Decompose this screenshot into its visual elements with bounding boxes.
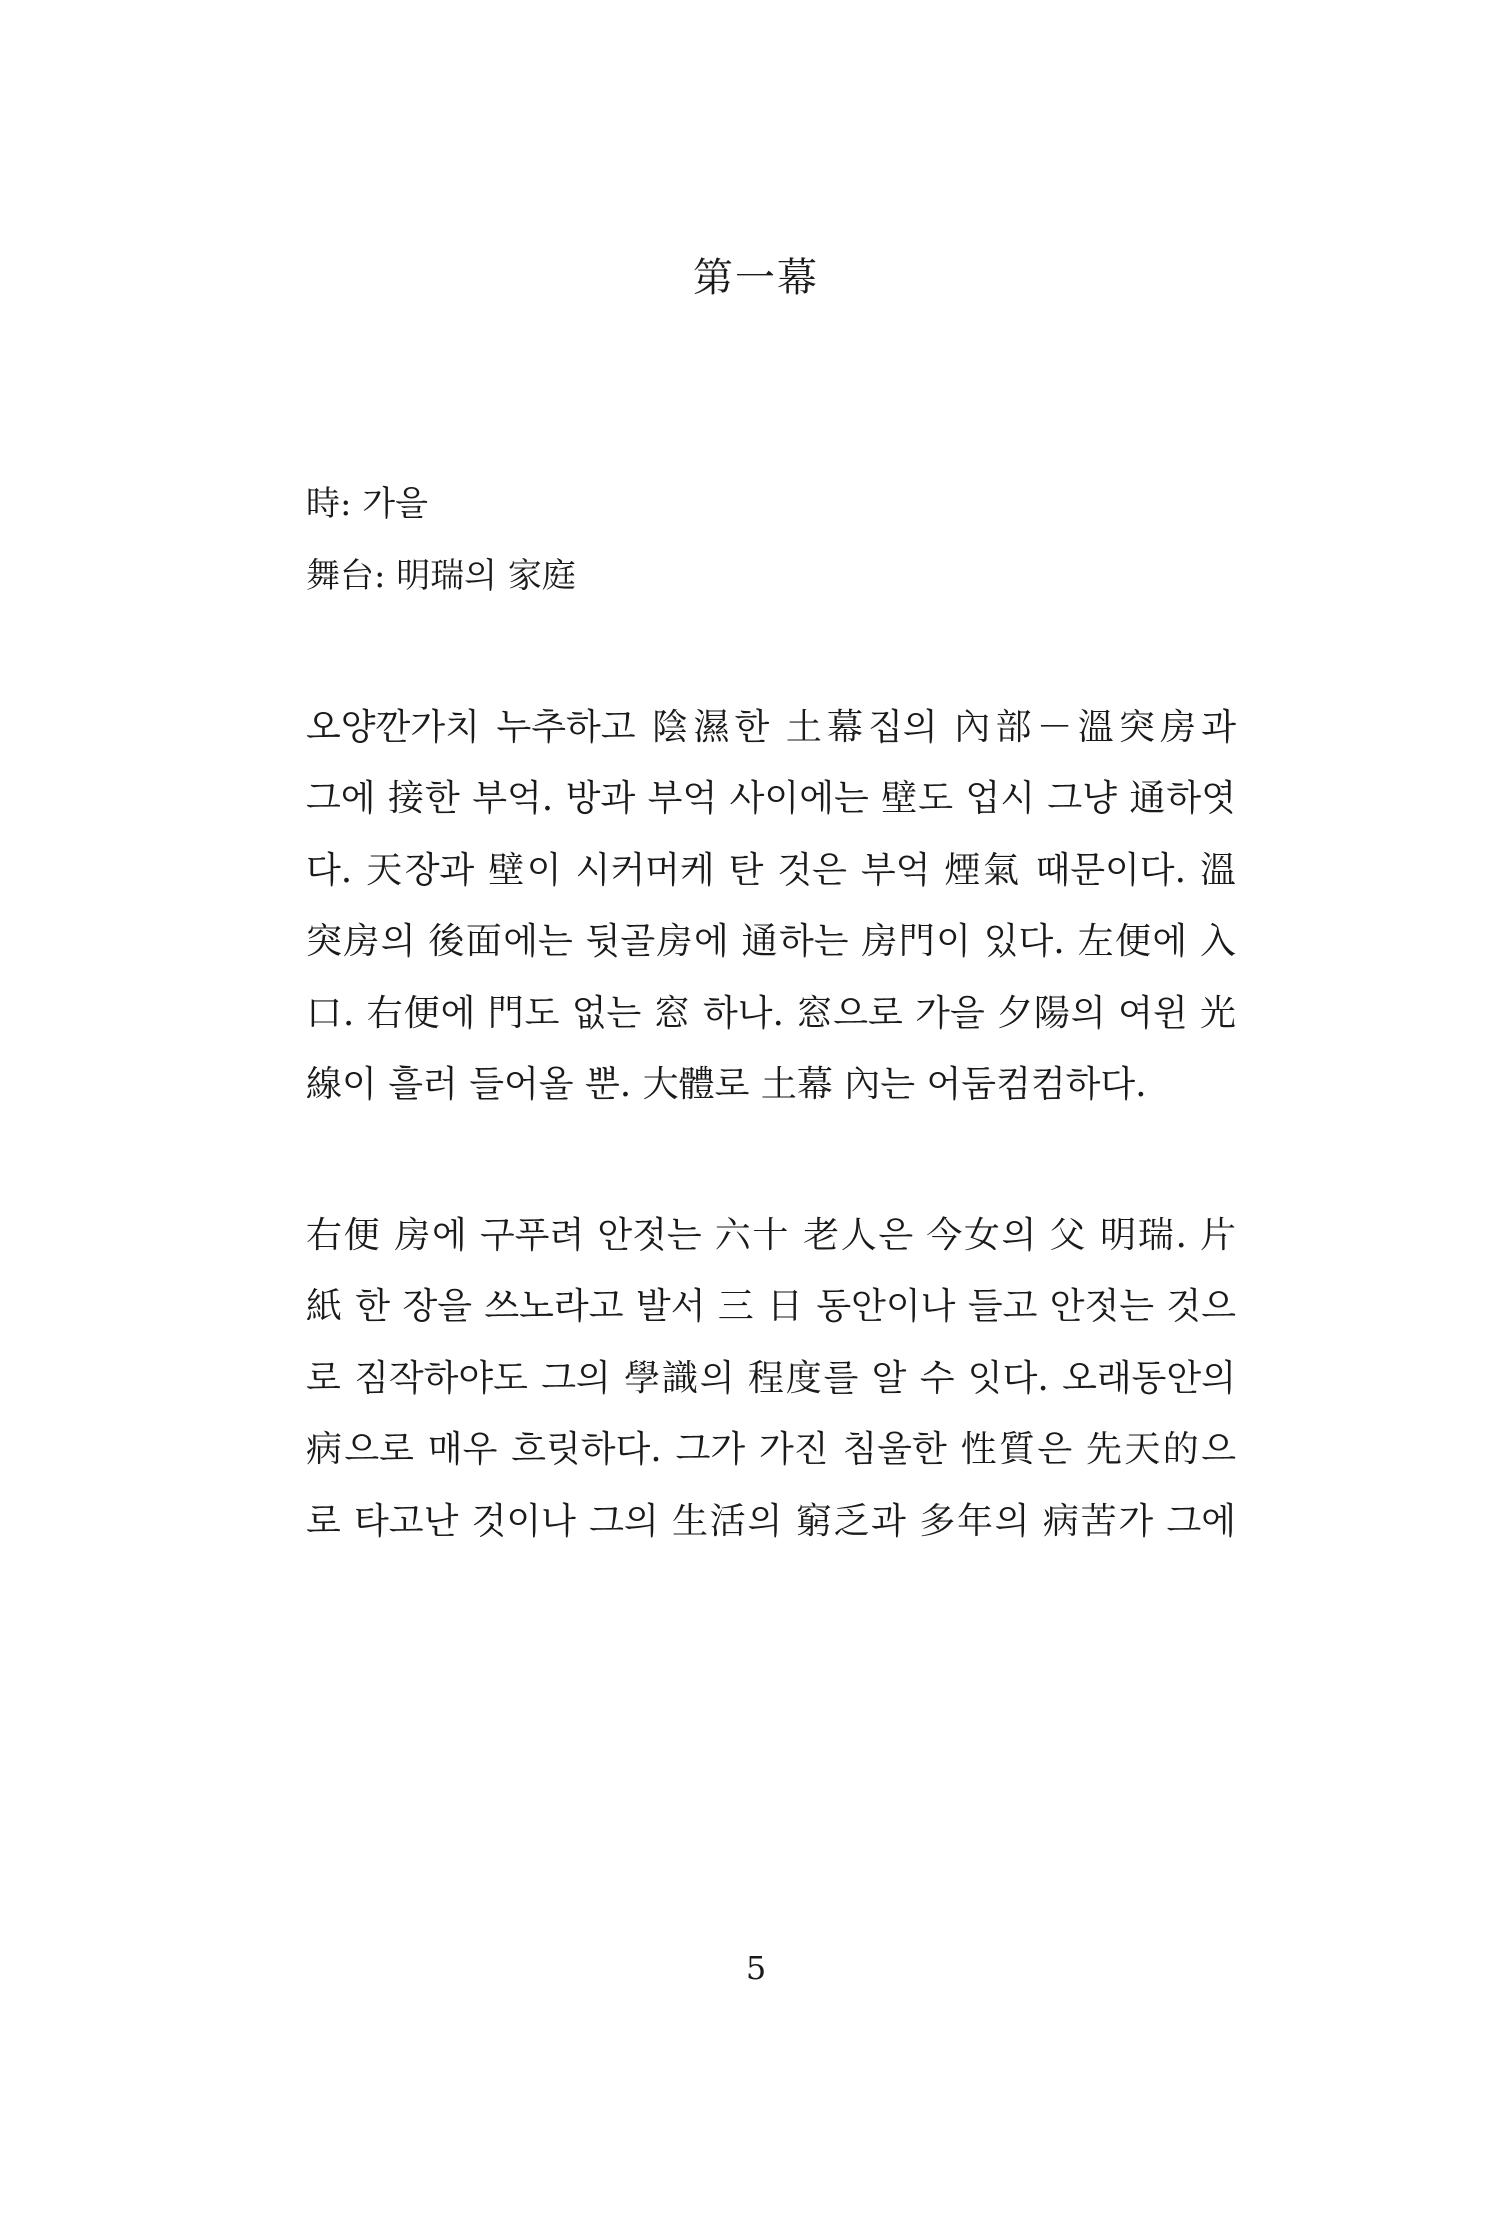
paragraph-line: 다. 天장과 壁이 시커머케 탄 것은 부억 煙氣 때문이다. 溫 xyxy=(306,849,1236,891)
paragraph-line: 紙 한 장을 쓰노라고 발서 三 日 동안이나 들고 안젓는 것으 xyxy=(306,1286,1236,1328)
paragraph-line: 로 짐작하야도 그의 學識의 程度를 알 수 잇다. 오래동안의 xyxy=(306,1357,1236,1399)
stage-direction-paragraph-1 xyxy=(306,692,1236,1120)
paragraph-line: 突房의 後面에는 뒷골房에 通하는 房門이 있다. 左便에 入 xyxy=(306,921,1236,963)
paragraph-line: 오양깐가치 누추하고 陰濕한 土幕집의 內部－溫突房과 xyxy=(306,707,1236,748)
paragraph-line: 右便 房에 구푸려 안젓는 六十 老人은 今女의 父 明瑞. 片 xyxy=(306,1215,1236,1256)
setting-block xyxy=(306,468,1246,612)
paragraph-line: 口. 右便에 門도 없는 窓 하나. 窓으로 가을 夕陽의 여윈 光 xyxy=(306,992,1236,1034)
page-number: 5 xyxy=(745,1949,767,1987)
setting-time: 時: 가을 xyxy=(306,484,428,524)
paragraph-line: 그에 接한 부억. 방과 부억 사이에는 壁도 업시 그냥 通하엿 xyxy=(306,778,1236,820)
act-title: 第一幕 xyxy=(693,255,819,301)
paragraph-line: 로 타고난 것이나 그의 生活의 窮乏과 多年의 病苦가 그에 xyxy=(306,1500,1236,1542)
paragraph-line: 線이 흘러 들어올 뿐. 大體로 土幕 內는 어둠컴컴하다. xyxy=(306,1064,1147,1106)
paragraph-line: 病으로 매우 흐릿하다. 그가 가진 침울한 性質은 先天的으 xyxy=(306,1429,1236,1471)
stage-direction-paragraph-2 xyxy=(306,1200,1236,1557)
setting-stage: 舞台: 明瑞의 家庭 xyxy=(306,556,576,596)
